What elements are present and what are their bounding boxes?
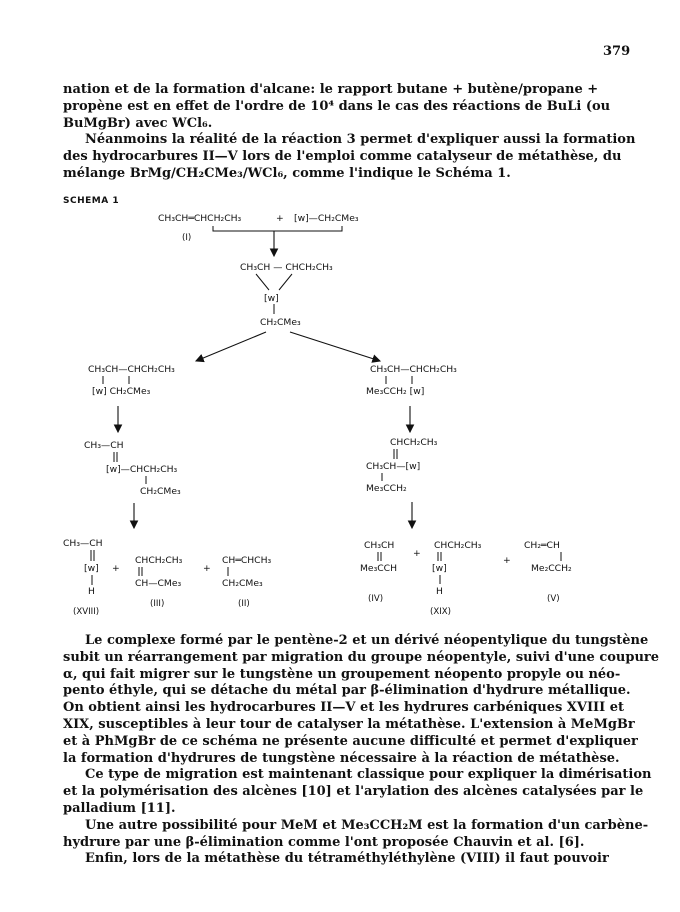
text-line: nation et de la formation d'alcane: le rapport butane + butène/propane + bbox=[63, 82, 599, 97]
label-IV: (IV) bbox=[368, 594, 384, 604]
label-III: (III) bbox=[150, 599, 165, 609]
text-line: On obtient ainsi les hydrocarbures II—V et les hydrures carbéniques XVIII et bbox=[63, 700, 625, 716]
arrow-left bbox=[196, 332, 266, 361]
text-line: palladium [11]. bbox=[63, 800, 176, 816]
text-line: pento éthyle, qui se détache du métal par β-élimination d'hydrure métallique. bbox=[63, 683, 631, 699]
plus-sign: + bbox=[413, 548, 421, 559]
product-iv-bottom: Me₃CCH bbox=[360, 563, 398, 574]
label-XVIII: (XVIII) bbox=[73, 607, 100, 617]
product-xix-hydride: H bbox=[436, 586, 443, 597]
text-line: α, qui fait migrer sur le tungstène un groupement néopento propyle ou néo- bbox=[63, 666, 621, 682]
right-step-middle: CH₃CH—[w] bbox=[366, 461, 421, 472]
plus-sign: + bbox=[112, 563, 120, 574]
text-line: des hydrocarbures II—V lors de l'emploi comme catalyseur de métathèse, du bbox=[63, 149, 622, 165]
text-line: XIX, susceptibles à leur tour de catalyser la métathèse. L'extension à MeMgBr bbox=[63, 716, 635, 732]
body-paragraph bbox=[63, 633, 660, 868]
text-line: Le complexe formé par le pentène-2 et un dérivé néopentylique du tungstène bbox=[85, 633, 649, 648]
label-II: (II) bbox=[238, 599, 250, 609]
label-XIX: (XIX) bbox=[430, 607, 452, 617]
product-xix-metal: [w] bbox=[432, 563, 447, 574]
product-xviii-top: CH₃—CH bbox=[63, 538, 103, 549]
complex-neopentyl: CH₂CMe₃ bbox=[260, 317, 301, 328]
arrow-right bbox=[290, 332, 380, 361]
left-intermediate-top: CH₃CH—CHCH₂CH₃ bbox=[88, 364, 175, 375]
product-xviii-hydride: H bbox=[88, 586, 95, 597]
plus-sign: + bbox=[276, 213, 284, 224]
left-step-bottom: CH₂CMe₃ bbox=[140, 486, 181, 497]
right-intermediate-top: CH₃CH—CHCH₂CH₃ bbox=[370, 364, 457, 375]
text-line: Une autre possibilité pour MeM et Me₃CCH₂M est la formation d'un carbène- bbox=[85, 817, 649, 833]
text-line: hydrure par une β-élimination comme l'ont proposée Chauvin et al. [6]. bbox=[63, 834, 585, 850]
page-number: 379 bbox=[603, 44, 631, 59]
text-line: propène est en effet de l'ordre de 10⁴ dans le cas des réactions de BuLi (ou bbox=[63, 98, 611, 114]
product-iv-top: CH₃CH bbox=[364, 540, 395, 551]
text-line: mélange BrMg/CH₂CMe₃/WCl₆, comme l'indique le Schéma 1. bbox=[63, 165, 511, 181]
text-line: subit un réarrangement par migration du groupe néopentyle, suivi d'une coupure bbox=[63, 649, 660, 665]
reactant-bracket bbox=[213, 226, 342, 231]
complex-top: CH₃CH — CHCH₂CH₃ bbox=[240, 262, 333, 273]
reactant-tungsten-neopentyl: [w]—CH₂CMe₃ bbox=[294, 213, 359, 224]
scheme-heading: SCHEMA 1 bbox=[63, 196, 120, 206]
label-V: (V) bbox=[547, 594, 560, 604]
text-line: Enfin, lors de la métathèse du tétraméthyléthylène (VIII) il faut pouvoir bbox=[85, 851, 609, 867]
product-v-bottom: Me₂CCH₂ bbox=[531, 563, 572, 574]
text-line: et la polymérisation des alcènes [10] et l'arylation des alcènes catalysées par le bbox=[63, 784, 644, 800]
plus-sign: + bbox=[203, 563, 211, 574]
left-intermediate-bottom: [w] CH₂CMe₃ bbox=[92, 386, 151, 397]
product-ii-top: CH═CHCH₃ bbox=[222, 555, 272, 566]
bond-line bbox=[279, 274, 292, 290]
text-line: BuMgBr) avec WCl₆. bbox=[63, 115, 213, 131]
label-I: (I) bbox=[182, 233, 192, 243]
left-step-top: CH₃—CH bbox=[84, 440, 124, 451]
reactant-pentene: CH₃CH═CHCH₂CH₃ bbox=[158, 213, 242, 224]
right-step-bottom: Me₃CCH₂ bbox=[366, 483, 407, 494]
product-iii-top: CHCH₂CH₃ bbox=[135, 555, 183, 566]
complex-metal: [w] bbox=[264, 293, 279, 304]
product-ii-bottom: CH₂CMe₃ bbox=[222, 578, 263, 589]
text-line: Ce type de migration est maintenant classique pour expliquer la dimérisation bbox=[85, 767, 652, 783]
right-step-top: CHCH₂CH₃ bbox=[390, 437, 438, 448]
product-xviii-metal: [w] bbox=[84, 563, 99, 574]
text-line: la formation d'hydrures de tungstène nécessaire à la réaction de métathèse. bbox=[63, 750, 620, 766]
product-iii-bottom: CH—CMe₃ bbox=[135, 578, 182, 589]
right-intermediate-bottom: Me₃CCH₂ [w] bbox=[366, 386, 425, 397]
text-line: Néanmoins la réalité de la réaction 3 permet d'expliquer aussi la formation bbox=[85, 132, 636, 148]
left-step-middle: [w]—CHCH₂CH₃ bbox=[106, 464, 178, 475]
product-xix-top: CHCH₂CH₃ bbox=[434, 540, 482, 551]
bond-line bbox=[256, 274, 269, 290]
plus-sign: + bbox=[503, 555, 511, 566]
text-line: et à PhMgBr de ce schéma ne présente aucune difficulté et permet d'expliquer bbox=[63, 733, 638, 749]
product-v-top: CH₂═CH bbox=[524, 540, 560, 551]
